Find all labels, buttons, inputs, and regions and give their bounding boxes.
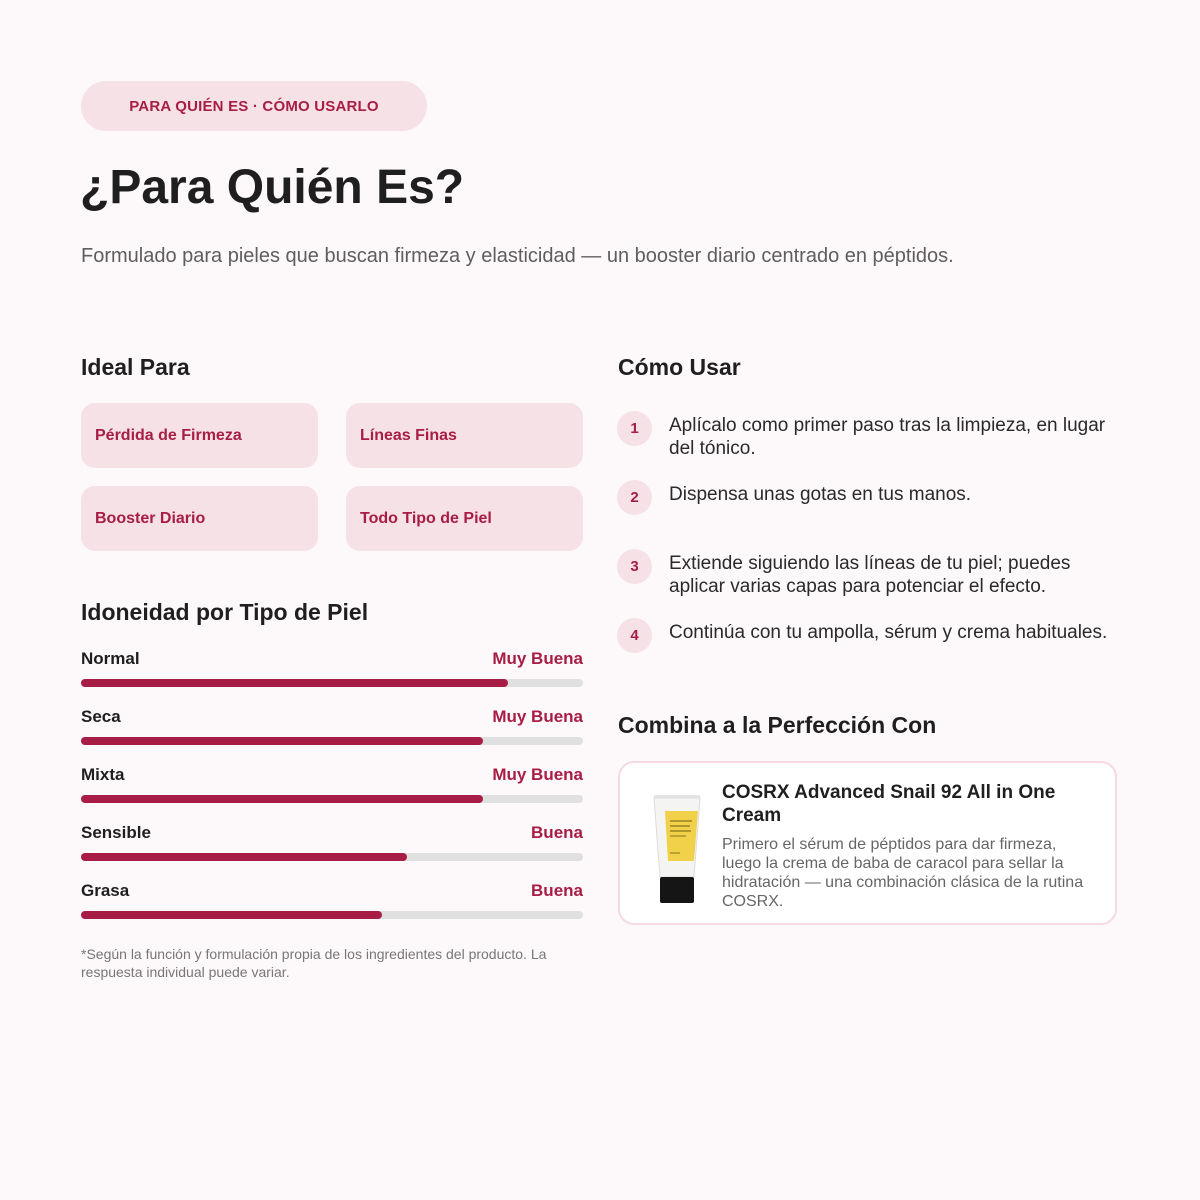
step-text: Dispensa unas gotas en tus manos. [669, 484, 972, 505]
suitability-row [81, 706, 583, 764]
skin-type-label: Normal [81, 649, 140, 668]
step-text: Extiende siguiendo las líneas de tu piel; puedes aplicar varias capas para potenciar el efecto. [669, 553, 1071, 597]
page-subtitle: Formulado para pieles que buscan firmeza y elasticidad — un booster diario centrado en péptidos. [81, 245, 954, 267]
step-number-badge: 3 [617, 549, 652, 584]
rating-label: Buena [531, 823, 583, 842]
suitability-row [81, 880, 583, 938]
rating-bar-track [81, 795, 583, 803]
rating-bar-fill [81, 853, 407, 861]
tag-item: Todo Tipo de Piel [346, 486, 583, 551]
rating-label: Buena [531, 881, 583, 900]
tag-item: Pérdida de Firmeza [81, 403, 318, 468]
section-eyebrow-badge [81, 81, 427, 131]
step-number-badge: 4 [617, 618, 652, 653]
skin-type-label: Seca [81, 707, 121, 726]
step-number-badge: 1 [617, 411, 652, 446]
tag-item: Líneas Finas [346, 403, 583, 468]
rating-bar-track [81, 679, 583, 687]
rating-bar-fill [81, 679, 508, 687]
tag-item: Booster Diario [81, 486, 318, 551]
rating-bar-fill [81, 795, 483, 803]
paired-product-description: Primero el sérum de péptidos para dar firmeza, luego la crema de baba de caracol para sellar la hidratación — una combinación clásica de la rutina COSRX. [722, 836, 1084, 910]
suitability-heading: Idoneidad por Tipo de Piel [81, 599, 369, 625]
step-text: Aplícalo como primer paso tras la limpieza, en lugar del tónico. [669, 415, 1106, 459]
suitability-list [81, 648, 583, 938]
how-to-use-heading: Cómo Usar [618, 354, 741, 380]
suitability-row [81, 648, 583, 706]
rating-bar-track [81, 853, 583, 861]
ideal-for-tags [81, 403, 583, 551]
paired-product-card[interactable] [618, 761, 1117, 925]
step-text: Continúa con tu ampolla, sérum y crema habituales. [669, 622, 1108, 643]
rating-label: Muy Buena [492, 649, 583, 668]
paired-product-name[interactable]: COSRX Advanced Snail 92 All in One Cream [722, 782, 1056, 826]
rating-label: Muy Buena [492, 765, 583, 784]
skin-type-label: Grasa [81, 881, 130, 900]
rating-bar-track [81, 737, 583, 745]
page-title: ¿Para Quién Es? [80, 161, 465, 214]
cream-tube-image [650, 795, 704, 903]
skin-type-label: Sensible [81, 823, 151, 842]
ideal-for-heading: Ideal Para [81, 354, 190, 380]
suitability-row [81, 822, 583, 880]
eyebrow-label: PARA QUIÉN ES · CÓMO USARLO [129, 97, 379, 115]
rating-bar-track [81, 911, 583, 919]
pairing-heading: Combina a la Perfección Con [618, 712, 937, 738]
rating-bar-fill [81, 911, 382, 919]
rating-label: Muy Buena [492, 707, 583, 726]
rating-bar-fill [81, 737, 483, 745]
step-number-badge: 2 [617, 480, 652, 515]
suitability-row [81, 764, 583, 822]
skin-type-label: Mixta [81, 765, 125, 784]
disclaimer-note: *Según la función y formulación propia de los ingredientes del producto. La respuesta individual puede variar. [81, 946, 547, 980]
